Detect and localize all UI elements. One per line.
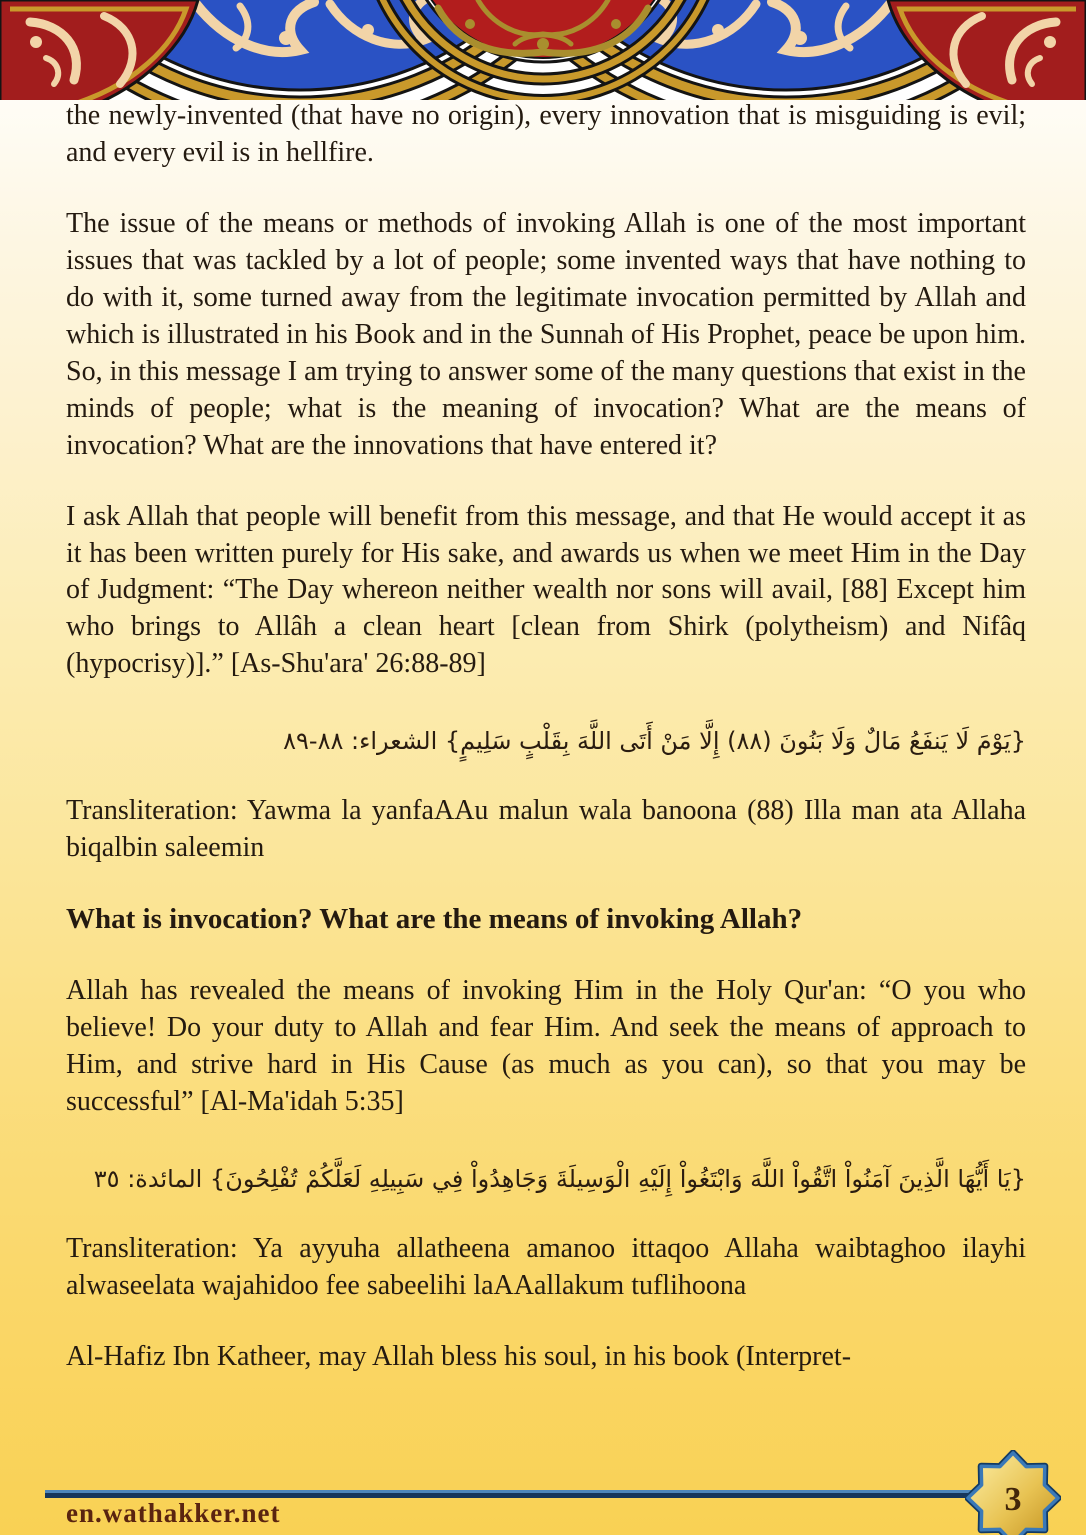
footer-rule xyxy=(45,1490,1008,1498)
page-number-star-icon xyxy=(965,1450,1061,1535)
body-paragraph-4: Allah has revealed the means of invoking Him in the Holy Qur'an: “O you who believe! Do your duty to Allah and fear Him. And seek the means of approach to Him, and strive hard in His Cause (as much as you can), so that you may be successful” [Al-Ma'idah 5:35] xyxy=(66,974,1026,1117)
section-heading: What is invocation? What are the means of invoking Allah? xyxy=(66,903,803,936)
header-ornament xyxy=(0,0,1086,100)
page-body xyxy=(0,98,1086,1376)
arabic-verse-1: {يَوْمَ لَا يَنفَعُ مَالٌ وَلَا بَنُونَ (٨٨) إِلَّا مَنْ أَتَى اللَّهَ بِقَلْبٍ سَلِيمٍ} الشعراء: ٨٨-٨٩ xyxy=(283,727,1026,756)
arabic-verse-2: {يَا أَيُّهَا الَّذِينَ آمَنُواْ اتَّقُواْ اللَّهَ وَابْتَغُواْ إِلَيْهِ الْوَسِيلَةَ وَجَاهِدُواْ فِي سَبِيلِهِ لَعَلَّكُمْ تُفْلِحُونَ} المائدة: ٣٥ xyxy=(93,1164,1026,1193)
body-paragraph-3: I ask Allah that people will benefit from this message, and that He would accept it as it has been written purely for His sake, and awards us when we meet Him in the Day of Judgment: “The Day whereon neither wealth nor sons will avail, [88] Except him who brings to Allâh a clean heart [clean from Shirk (polytheism) and Nifâq (hypocrisy)].” [As-Shu'ara' 26:88-89] xyxy=(66,500,1026,680)
body-paragraph-1: the newly-invented (that have no origin), every innovation that is misguiding is evil; and every evil is in hellfire. xyxy=(66,100,1026,168)
transliteration-1: Transliteration: Yawma la yanfaAAu malun wala banoona (88) Illa man ata Allaha biqalbin saleemin xyxy=(66,795,1026,864)
transliteration-2: Transliteration: Ya ayyuha allatheena amanoo ittaqoo Allaha waibtaghoo ilayhi alwaseelata wajahidoo fee sabeelihi laAAallakum tuflihoona xyxy=(66,1232,1026,1301)
page-number: 3 xyxy=(1004,1481,1022,1518)
body-paragraph-5: Al-Hafiz Ibn Katheer, may Allah bless his soul, in his book (Interpret- xyxy=(66,1340,852,1372)
body-paragraph-2: The issue of the means or methods of invoking Allah is one of the most important issues that was tackled by a lot of people; some invented ways that have nothing to do with it, some turned away from the legitimate invocation permitted by Allah and which is illustrated in his Book and in the Sunnah of His Prophet, peace be upon him. So, in this message I am trying to answer some of the many questions that exist in the minds of people; what is the meaning of invocation? What are the means of invocation? What are the innovations that have entered it? xyxy=(66,207,1026,461)
footer-website: en.wathakker.net xyxy=(66,1498,281,1528)
